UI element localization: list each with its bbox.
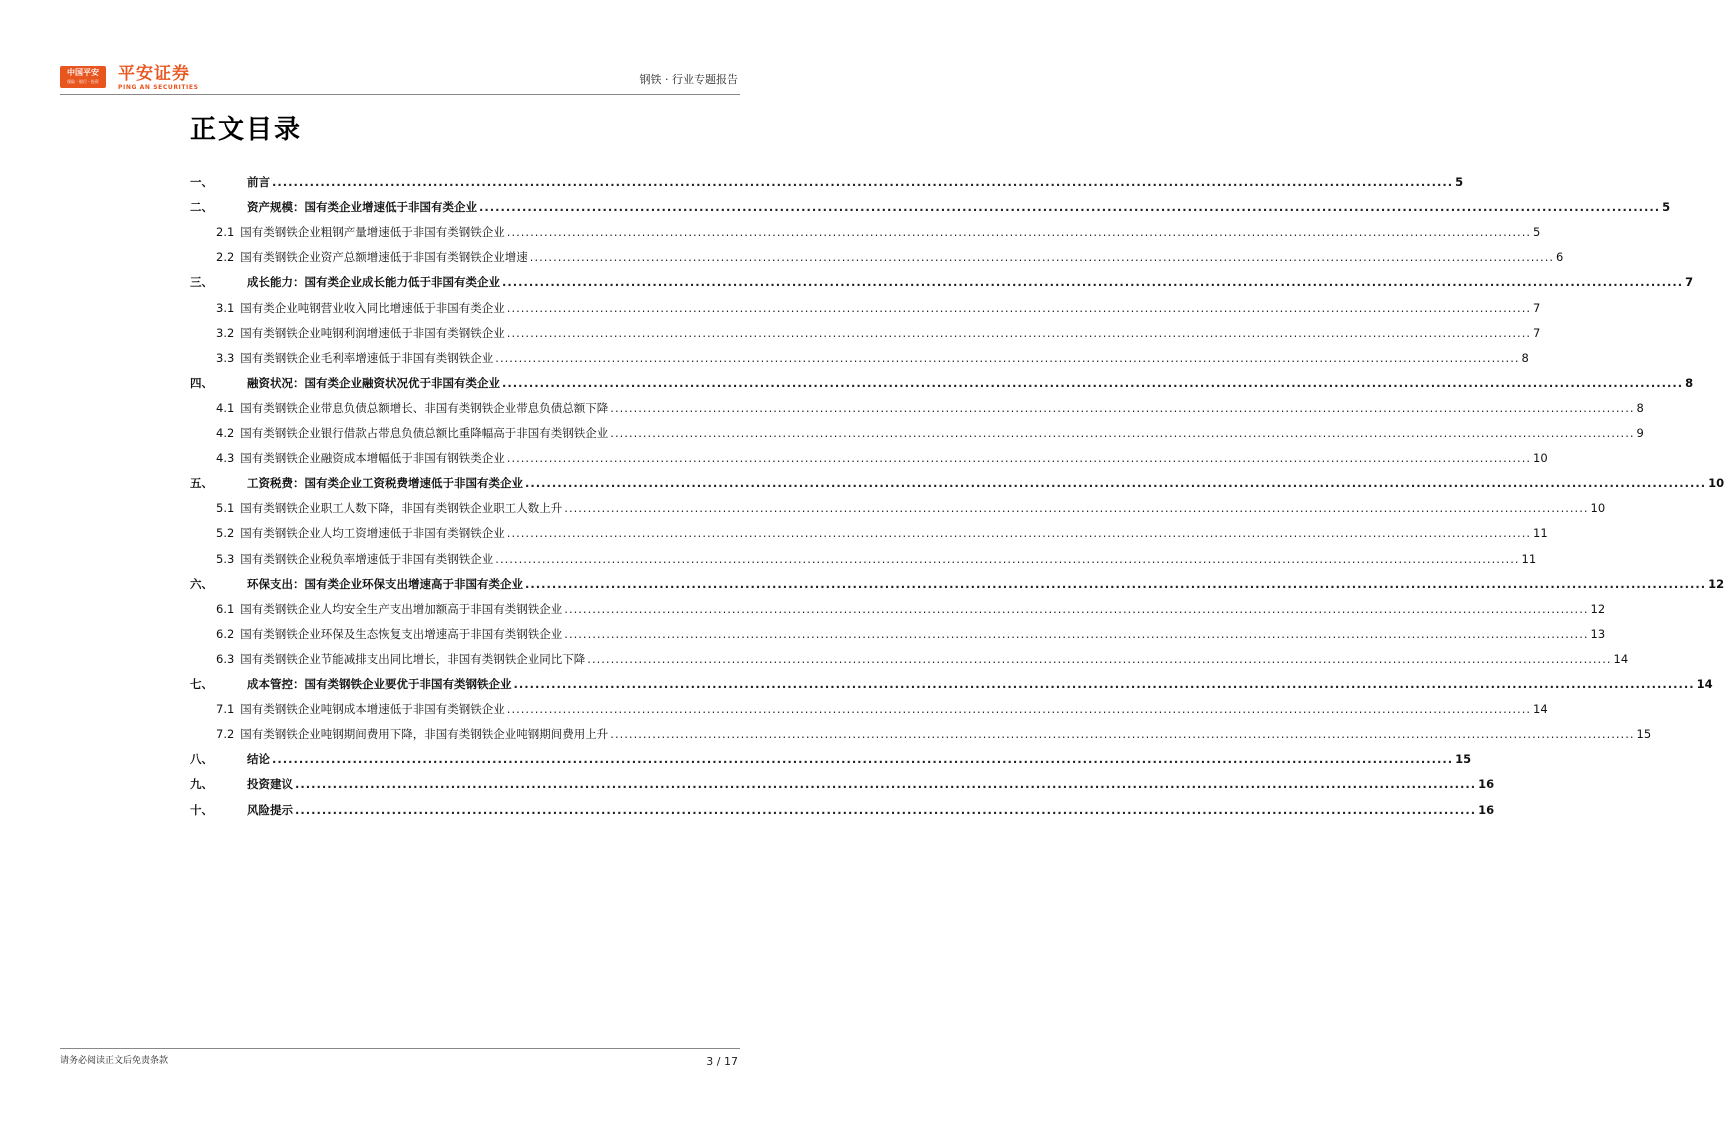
- toc-entry-title: 国有类钢铁企业带息负债总额增长、非国有类钢铁企业带息负债总额下降: [240, 401, 609, 415]
- disclaimer: 请务必阅读正文后免责条款: [60, 1056, 169, 1066]
- footer-divider: [60, 1048, 740, 1049]
- toc-entry-page: 11: [1521, 552, 1537, 566]
- toc-entry-page: 5: [1662, 200, 1671, 214]
- toc-leader-dots: ............................................................................................................................................................................................................................: [525, 476, 1707, 490]
- toc-entry[interactable]: [190, 319, 1541, 341]
- toc-entry-number: 4.2: [216, 426, 235, 440]
- toc-leader-dots: ............................................................................................................................................................................................................................: [610, 727, 1635, 741]
- toc-leader-dots: ............................................................................................................................................................................................................................: [525, 577, 1707, 591]
- toc-entry-title: 资产规模：国有类企业增速低于非国有类企业: [247, 200, 477, 214]
- toc-entry[interactable]: [190, 620, 1606, 642]
- toc-entry-title: 国有类钢铁企业银行借款占带息负债总额比重降幅高于非国有类钢铁企业: [240, 426, 609, 440]
- logo-line2: 保险 · 银行 · 投资: [67, 79, 99, 84]
- toc-entry-page: 7: [1533, 301, 1541, 315]
- toc-entry-page: 13: [1590, 627, 1606, 641]
- toc-entry[interactable]: [190, 519, 1548, 541]
- toc-leader-dots: ............................................................................................................................................................................................................................: [529, 250, 1555, 264]
- toc-entry-title: 国有类钢铁企业资产总额增速低于非国有类钢铁企业增速: [240, 250, 528, 264]
- toc-entry-number: 2.2: [216, 250, 235, 264]
- logo-line1: 中国平安: [67, 68, 99, 77]
- toc-leader-dots: ............................................................................................................................................................................................................................: [295, 777, 1477, 791]
- toc-leader-dots: ............................................................................................................................................................................................................................: [272, 175, 1454, 189]
- toc-entry[interactable]: [190, 218, 1541, 240]
- toc-leader-dots: ............................................................................................................................................................................................................................: [495, 552, 1520, 566]
- toc-entry-title: 国有类企业吨钢营业收入同比增速低于非国有类企业: [240, 301, 505, 315]
- toc-entry-number: 6.3: [216, 652, 235, 666]
- toc-leader-dots: ............................................................................................................................................................................................................................: [564, 602, 1589, 616]
- toc-entry-title: 国有类钢铁企业毛利率增速低于非国有类钢铁企业: [240, 351, 494, 365]
- toc-entry-number: 七、: [190, 677, 213, 691]
- toc-entry-title: 成长能力：国有类企业成长能力低于非国有类企业: [247, 275, 500, 289]
- toc-entry-title: 国有类钢铁企业吨钢期间费用下降，非国有类钢铁企业吨钢期间费用上升: [240, 727, 609, 741]
- toc-leader-dots: ............................................................................................................................................................................................................................: [610, 401, 1635, 415]
- toc-entry[interactable]: [190, 695, 1548, 717]
- toc-entry[interactable]: [190, 243, 1564, 265]
- toc-entry[interactable]: [190, 545, 1537, 567]
- report-type: 钢铁 · 行业专题报告: [639, 73, 738, 86]
- toc-leader-dots: ............................................................................................................................................................................................................................: [513, 677, 1695, 691]
- toc-entry-number: 3.1: [216, 301, 235, 315]
- toc-entry-page: 7: [1685, 275, 1694, 289]
- toc-leader-dots: ............................................................................................................................................................................................................................: [502, 275, 1684, 289]
- toc-entry[interactable]: [190, 720, 1652, 742]
- toc-entry-title: 前言: [247, 175, 270, 189]
- toc-entry-number: 一、: [190, 175, 213, 189]
- toc-entry-number: 3.3: [216, 351, 235, 365]
- brand-name-en: PING AN SECURITIES: [118, 84, 199, 91]
- toc-entry-page: 10: [1590, 501, 1606, 515]
- toc-entry-number: 三、: [190, 275, 213, 289]
- toc-leader-dots: ............................................................................................................................................................................................................................: [506, 451, 1532, 465]
- toc-entry-page: 16: [1478, 777, 1495, 791]
- toc-entry-page: 6: [1556, 250, 1564, 264]
- toc-entry-number: 4.3: [216, 451, 235, 465]
- toc-entry-title: 国有类钢铁企业税负率增速低于非国有类钢铁企业: [240, 552, 494, 566]
- toc-leader-dots: ............................................................................................................................................................................................................................: [506, 301, 1532, 315]
- toc-entry-number: 5.3: [216, 552, 235, 566]
- toc-entry-page: 14: [1613, 652, 1629, 666]
- toc-entry-number: 二、: [190, 200, 213, 214]
- toc-entry-number: 5.1: [216, 501, 235, 515]
- page-title: 正文目录: [190, 115, 303, 145]
- toc-entry-title: 国有类钢铁企业吨钢利润增速低于非国有类钢铁企业: [240, 326, 505, 340]
- toc-entry-title: 国有类钢铁企业吨钢成本增速低于非国有类钢铁企业: [240, 702, 505, 716]
- toc-entry-title: 国有类钢铁企业人均工资增速低于非国有类钢铁企业: [240, 526, 505, 540]
- toc-entry[interactable]: [190, 193, 1671, 215]
- toc-entry-page: 16: [1478, 803, 1495, 817]
- toc-entry[interactable]: [190, 469, 1724, 491]
- toc-entry-title: 融资状况：国有类企业融资状况优于非国有类企业: [247, 376, 500, 390]
- toc-leader-dots: ............................................................................................................................................................................................................................: [610, 426, 1635, 440]
- toc-entry-page: 9: [1636, 426, 1644, 440]
- toc-entry[interactable]: [190, 796, 1495, 818]
- toc-entry[interactable]: [190, 419, 1644, 441]
- toc-entry-title: 国有类钢铁企业环保及生态恢复支出增速高于非国有类钢铁企业: [240, 627, 563, 641]
- brand-name-cn: 平安证券: [118, 64, 190, 84]
- toc-entry-title: 国有类钢铁企业节能减排支出同比增长，非国有类钢铁企业同比下降: [240, 652, 586, 666]
- toc-entry-page: 15: [1455, 752, 1472, 766]
- toc-entry-number: 6.1: [216, 602, 235, 616]
- toc-entry-title: 投资建议: [247, 777, 293, 791]
- toc-entry-number: 八、: [190, 752, 213, 766]
- toc-entry-title: 国有类钢铁企业粗钢产量增速低于非国有类钢铁企业: [240, 225, 505, 239]
- toc-entry-page: 12: [1590, 602, 1606, 616]
- toc-entry-number: 3.2: [216, 326, 235, 340]
- toc-entry-number: 4.1: [216, 401, 235, 415]
- toc-entry-page: 10: [1533, 451, 1548, 465]
- toc-entry-title: 风险提示: [247, 803, 293, 817]
- toc-entry-number: 四、: [190, 376, 213, 390]
- toc-entry-page: 8: [1685, 376, 1694, 390]
- toc-entry[interactable]: [190, 394, 1644, 416]
- toc-entry-page: 5: [1533, 225, 1541, 239]
- toc-entry[interactable]: [190, 745, 1472, 767]
- toc-entry-number: 九、: [190, 777, 213, 791]
- toc-leader-dots: ............................................................................................................................................................................................................................: [506, 326, 1532, 340]
- toc-entry-number: 6.2: [216, 627, 235, 641]
- toc-entry[interactable]: [190, 168, 1464, 190]
- page-number: 3 / 17: [706, 1055, 738, 1068]
- toc-entry-page: 14: [1533, 702, 1548, 716]
- toc-entry[interactable]: [190, 369, 1694, 391]
- toc-leader-dots: ............................................................................................................................................................................................................................: [564, 627, 1589, 641]
- toc-entry-page: 5: [1455, 175, 1464, 189]
- toc-entry[interactable]: [190, 670, 1713, 692]
- toc-leader-dots: ............................................................................................................................................................................................................................: [502, 376, 1684, 390]
- toc-entry-title: 国有类钢铁企业人均安全生产支出增加额高于非国有类钢铁企业: [240, 602, 563, 616]
- toc-entry-page: 11: [1533, 526, 1548, 540]
- toc-entry-page: 14: [1696, 677, 1713, 691]
- toc-entry[interactable]: [190, 570, 1724, 592]
- toc-entry-title: 国有类钢铁企业融资成本增幅低于非国有钢铁类企业: [240, 451, 505, 465]
- toc-entry[interactable]: [190, 444, 1548, 466]
- toc-entry-number: 7.1: [216, 702, 235, 716]
- toc-entry-page: 7: [1533, 326, 1541, 340]
- toc-leader-dots: ............................................................................................................................................................................................................................: [587, 652, 1612, 666]
- toc-entry[interactable]: [190, 268, 1694, 290]
- toc-entry[interactable]: [190, 344, 1529, 366]
- toc-leader-dots: ............................................................................................................................................................................................................................: [564, 501, 1589, 515]
- toc-entry-number: 五、: [190, 476, 213, 490]
- toc-entry-number: 5.2: [216, 526, 235, 540]
- toc-leader-dots: ............................................................................................................................................................................................................................: [506, 526, 1532, 540]
- toc-entry[interactable]: [190, 494, 1606, 516]
- toc-entry[interactable]: [190, 294, 1541, 316]
- toc-entry-number: 十、: [190, 803, 213, 817]
- toc-entry-page: 12: [1708, 577, 1724, 591]
- toc-entry-page: 8: [1521, 351, 1529, 365]
- toc-entry-title: 成本管控：国有类钢铁企业要优于非国有类钢铁企业: [247, 677, 512, 691]
- toc-entry-title: 结论: [247, 752, 270, 766]
- toc-leader-dots: ............................................................................................................................................................................................................................: [506, 225, 1532, 239]
- toc-entry-title: 工资税费：国有类企业工资税费增速低于非国有类企业: [247, 476, 523, 490]
- toc-leader-dots: ............................................................................................................................................................................................................................: [479, 200, 1661, 214]
- toc-entry[interactable]: [190, 770, 1495, 792]
- toc-entry-number: 7.2: [216, 727, 235, 741]
- toc-entry-page: 10: [1708, 476, 1724, 490]
- page-header: [0, 0, 800, 96]
- toc-entry-page: 8: [1636, 401, 1644, 415]
- pingan-group-logo: [60, 66, 106, 88]
- toc-leader-dots: ............................................................................................................................................................................................................................: [272, 752, 1454, 766]
- header-divider: [60, 94, 740, 95]
- toc-entry-title: 国有类钢铁企业职工人数下降，非国有类钢铁企业职工人数上升: [240, 501, 563, 515]
- toc-leader-dots: ............................................................................................................................................................................................................................: [495, 351, 1520, 365]
- toc-entry-title: 环保支出：国有类企业环保支出增速高于非国有类企业: [247, 577, 523, 591]
- toc-entry-number: 六、: [190, 577, 213, 591]
- toc-entry[interactable]: [190, 595, 1606, 617]
- toc-leader-dots: ............................................................................................................................................................................................................................: [506, 702, 1532, 716]
- toc-entry[interactable]: [190, 645, 1629, 667]
- toc-entry-page: 15: [1636, 727, 1652, 741]
- toc-entry-number: 2.1: [216, 225, 235, 239]
- toc-leader-dots: ............................................................................................................................................................................................................................: [295, 803, 1477, 817]
